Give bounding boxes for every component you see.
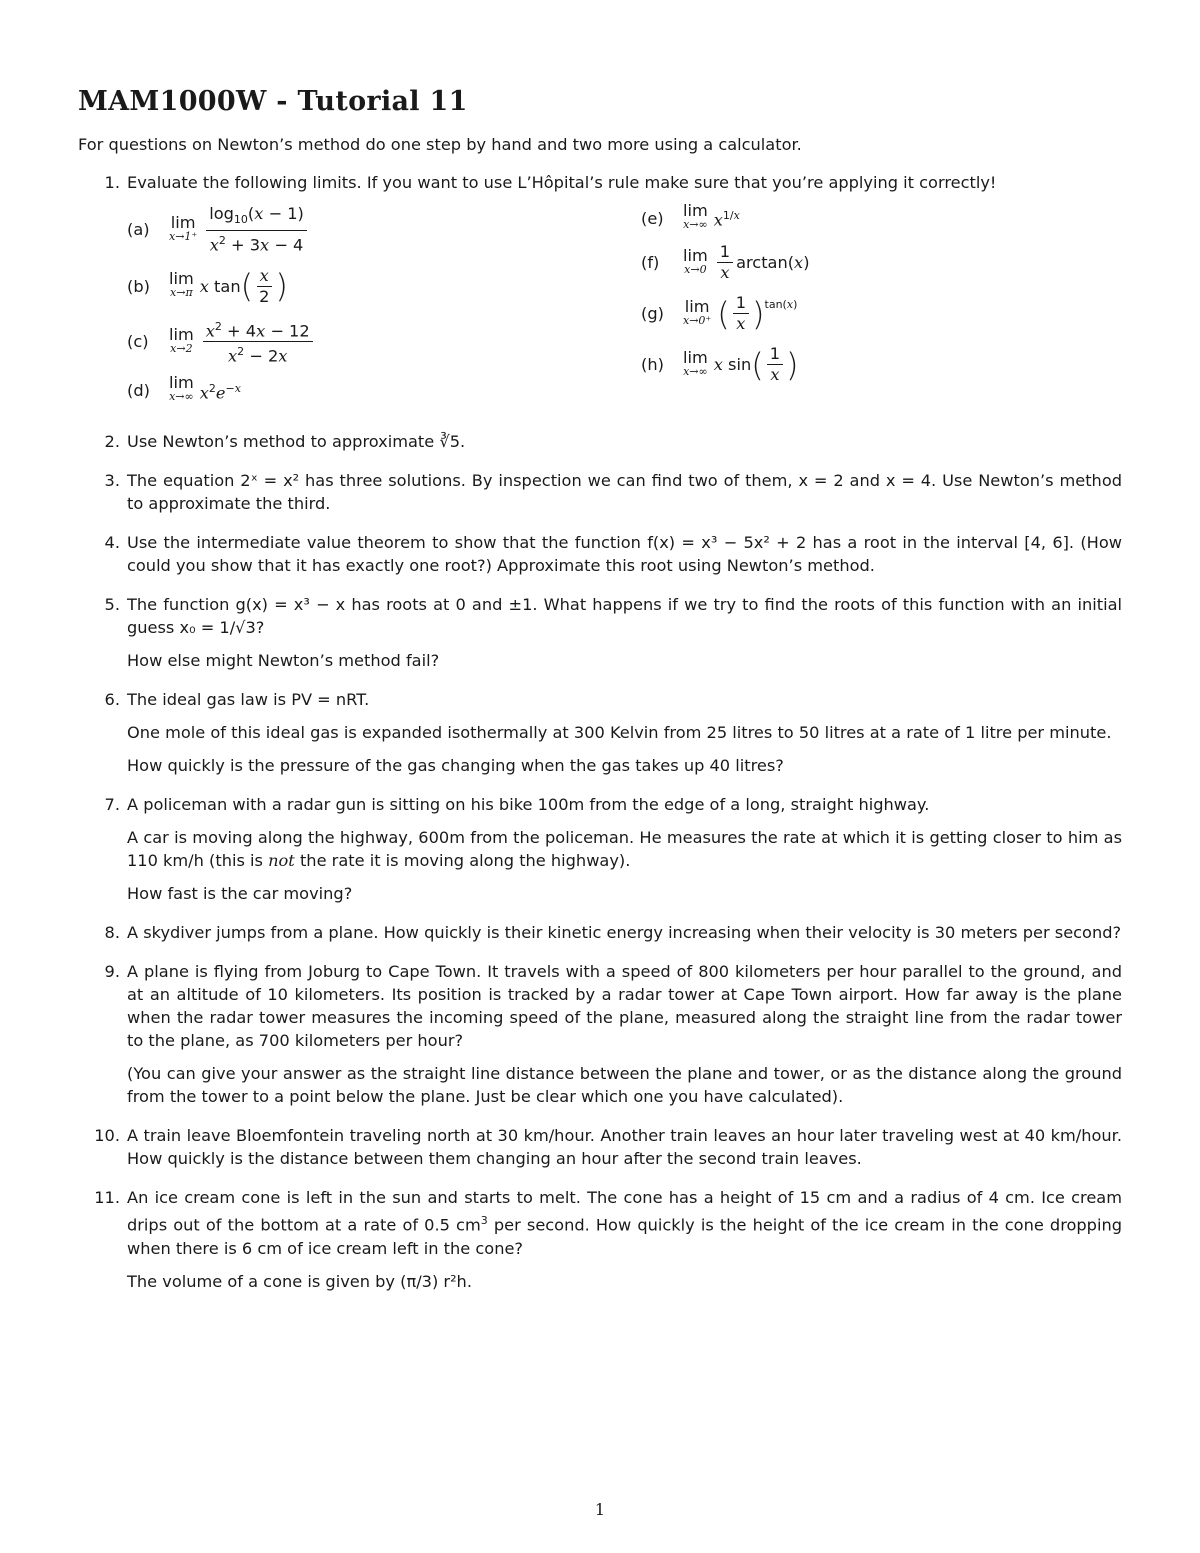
question-number: 5. [104,595,120,615]
question-number: 8. [104,923,120,943]
limit-item-h: (h) lim x→∞ x sin ( $\frac{1}{x}$ ) [641,344,799,384]
question-number: 2. [104,432,120,452]
limit-item-f: (f) lim x→0 $\frac{1}{x}$ arctan(x) [641,242,810,282]
question-followup: A car is moving along the highway, 600m from the policeman. He measures the rate at which it is getting closer to him as 110 km/h (this is not the rate it is moving along the highway). [127,828,1122,871]
question-number: 3. [104,471,120,491]
page-number: 1 [594,1500,606,1519]
question-number: 1. [104,173,120,192]
question-followup: How else might Newton’s method fail? [127,651,440,671]
question-text: Use the intermediate value theorem to show that the function f(x) = x³ − 5x² + 2 has a root in the interval [4, 6]. (How could you show that it has exactly one root?) Approximate this root using Newton’s method. [127,533,1122,576]
intro-text: For questions on Newton’s method do one step by hand and two more using a calculator. [78,135,802,154]
limit-item-d: (d) lim x→∞ $x^2e^{-x}$ [127,373,241,404]
question-number: 7. [104,795,120,815]
document-page [78,86,1122,1309]
limit-item-g: (g) lim x→0⁺ ( $\frac{1}{x}$ ) $^{tan(x )}$ [641,293,798,333]
page-title: MAM1000W - Tutorial 11 [78,86,468,117]
question-text: The ideal gas law is PV = nRT. [127,690,370,710]
question-3 [78,469,1122,515]
question-text: An ice cream cone is left in the sun and starts to melt. The cone has a height of 15 cm and a radius of 4 cm. Ice cream drips out of the bottom at a rate of 0.5 $cm^3$ per second. How quickly is the height of the ice cream in the cone dropping when there is 6 cm of ice cream left in the cone? [127,1188,1122,1258]
question-text: A train leave Bloemfontein traveling north at 30 km/hour. Another train leaves an hour later traveling west at 40 km/hour. How quickly is the distance between them changing an hour after the second train leaves. [127,1126,1122,1169]
question-5 [78,593,1122,672]
question-text: Evaluate the following limits. If you want to use L’Hôpital’s rule make sure that you’re applying it correctly! [127,173,997,192]
question-text: A policeman with a radar gun is sitting on his bike 100m from the edge of a long, straight highway. [127,795,930,815]
question-1 [78,171,1122,414]
question-text: The function g(x) = x³ − x has roots at 0 and ±1. What happens if we try to find the roots of this function with an initial guess x₀ = 1/√3? [127,595,1122,638]
question-number: 11. [94,1188,120,1208]
question-followup: The volume of a cone is given by (π/3) r²h. [127,1271,472,1291]
question-number: 6. [104,690,120,710]
question-4 [78,531,1122,577]
limit-item-c: (c) lim x→2 $\frac{x^2 + 4x - 12}{x^2 - 2x}$ [127,317,641,367]
question-10 [78,1124,1122,1170]
question-7 [78,793,1122,905]
question-text: A plane is flying from Joburg to Cape Town. It travels with a speed of 800 kilometers per hour parallel to the ground, and at an altitude of 10 kilometers. Its position is tracked by a radar tower at Cape Town airport. How far away is the plane when the radar tower measures the incoming speed of the plane, measured along the straight line from the radar tower to the plane, as 700 kilometers per hour? [127,962,1122,1051]
question-9 [78,960,1122,1108]
question-followup: How quickly is the pressure of the gas changing when the gas takes up 40 litres? [127,756,784,776]
question-number: 9. [104,962,120,982]
question-2 [78,430,1122,453]
limit-item-e: (e) lim x→∞ $x^{1/x}$ [641,201,740,231]
question-text: The equation 2ˣ = x² has three solutions. By inspection we can find two of them, x = 2 and x = 4. Use Newton’s method to approximate the third. [127,471,1122,514]
question-followup: One mole of this ideal gas is expanded isothermally at 300 Kelvin from 25 litres to 50 litres at a rate of 1 litre per minute. [127,723,1112,743]
question-followup: How fast is the car moving? [127,884,353,904]
limit-item-b: (b) lim x→π x tan ( $\frac{x}{2}$ ) [127,265,288,306]
question-number: 4. [104,533,120,553]
limit-item-a: (a) lim x→1⁺ $\frac{\log_{10}(x - 1)}{x^2 + 3x - 4}$ [127,204,641,256]
question-text: Use Newton’s method to approximate ∛5. [127,432,466,452]
limits-list [127,201,1122,414]
question-6 [78,688,1122,777]
question-followup: (You can give your answer as the straight line distance between the plane and tower, or as the distance along the ground from the tower to a point below the plane. Just be clear which one you have calculated). [127,1064,1122,1107]
question-number: 10. [94,1126,120,1146]
question-11 [78,1186,1122,1292]
question-text: A skydiver jumps from a plane. How quickly is their kinetic energy increasing when their velocity is 30 meters per second? [127,923,1122,943]
question-8 [78,921,1122,944]
